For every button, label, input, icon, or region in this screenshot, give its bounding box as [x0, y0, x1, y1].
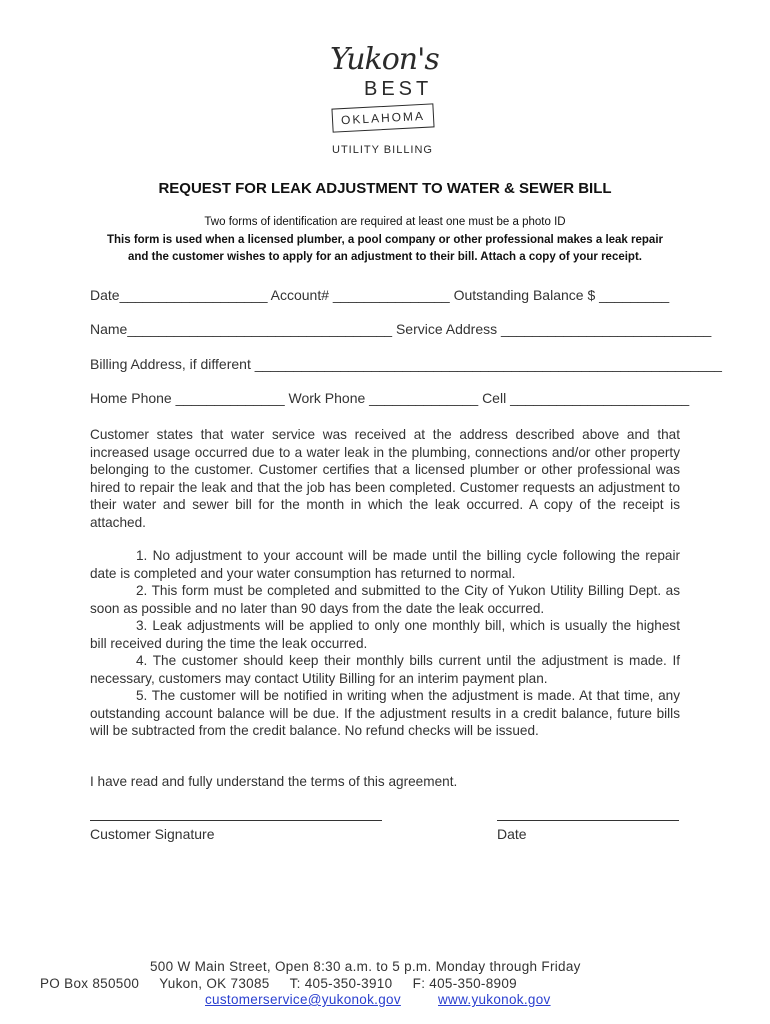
- logo-oklahoma-banner: OKLAHOMA: [331, 103, 434, 132]
- date-label: Date: [497, 826, 527, 842]
- yukons-best-logo: [320, 40, 450, 160]
- id-requirement-note: Two forms of identification are required at least one must be a photo ID: [204, 216, 566, 228]
- logo-best-text: BEST: [364, 78, 433, 100]
- footer-website-link[interactable]: www.yukonok.gov: [438, 992, 551, 1007]
- logo-utility-billing: UTILITY BILLING: [332, 144, 433, 156]
- footer-contact-numbers: PO Box 850500 Yukon, OK 73085 T: 405-350-3910 F: 405-350-8909: [40, 976, 517, 991]
- customer-signature-label: Customer Signature: [90, 826, 215, 842]
- logo-script-text: Yukon's: [330, 42, 439, 77]
- form-usage-note-line2: and the customer wishes to apply for an adjustment to their bill. Attach a copy of your receipt.: [128, 251, 642, 263]
- customer-signature-line[interactable]: [90, 820, 382, 821]
- term-item-5: 5. The customer will be notified in writing when the adjustment is made. At that time, any outstanding account balance will be due. If the adjustment results in a credit balance, future bills will be subtracted from the credit balance. No refund checks will be issued.: [90, 688, 680, 738]
- phone-fields[interactable]: Home Phone ______________ Work Phone ______________ Cell _______________________: [90, 390, 690, 406]
- agreement-statement: I have read and fully understand the terms of this agreement.: [90, 774, 458, 789]
- customer-statement: Customer states that water service was received at the address described above and that increased usage occurred due to a water leak in the plumbing, connections and/or other property belonging to the customer. Customer certifies that a licensed plumber or other professional was hired to repair the leak and that the job has been completed. Customer requests an adjustment to their water and sewer bill for the month in which the leak occurred. A copy of the receipt is attached.: [90, 427, 680, 530]
- term-item-3: 3. Leak adjustments will be applied to only one monthly bill, which is usually the highest bill received during the time the leak occurred.: [90, 618, 680, 651]
- name-service-address-fields[interactable]: Name__________________________________ Service Address ___________________________: [90, 321, 712, 337]
- term-item-4: 4. The customer should keep their monthly bills current until the adjustment is made. If necessary, customers may contact Utility Billing for an interim payment plan.: [90, 653, 680, 686]
- billing-address-field[interactable]: Billing Address, if different ____________________________________________________________: [90, 356, 722, 372]
- date-signature-line[interactable]: [497, 820, 679, 821]
- form-title: REQUEST FOR LEAK ADJUSTMENT TO WATER & SEWER BILL: [158, 180, 612, 197]
- footer-address-hours: 500 W Main Street, Open 8:30 a.m. to 5 p.m. Monday through Friday: [150, 959, 581, 974]
- term-item-2: 2. This form must be completed and submitted to the City of Yukon Utility Billing Dept. as soon as possible and no later than 90 days from the date the leak occurred.: [90, 583, 680, 616]
- date-account-balance-fields[interactable]: Date___________________ Account# _______________ Outstanding Balance $ _________: [90, 287, 670, 303]
- term-item-1: 1. No adjustment to your account will be made until the billing cycle following the repair date is completed and your water consumption has returned to normal.: [90, 548, 680, 581]
- form-usage-note-line1: This form is used when a licensed plumber, a pool company or other professional makes a leak repair: [106, 234, 663, 246]
- footer-email-link[interactable]: customerservice@yukonok.gov: [205, 992, 401, 1007]
- terms-list: [90, 547, 680, 740]
